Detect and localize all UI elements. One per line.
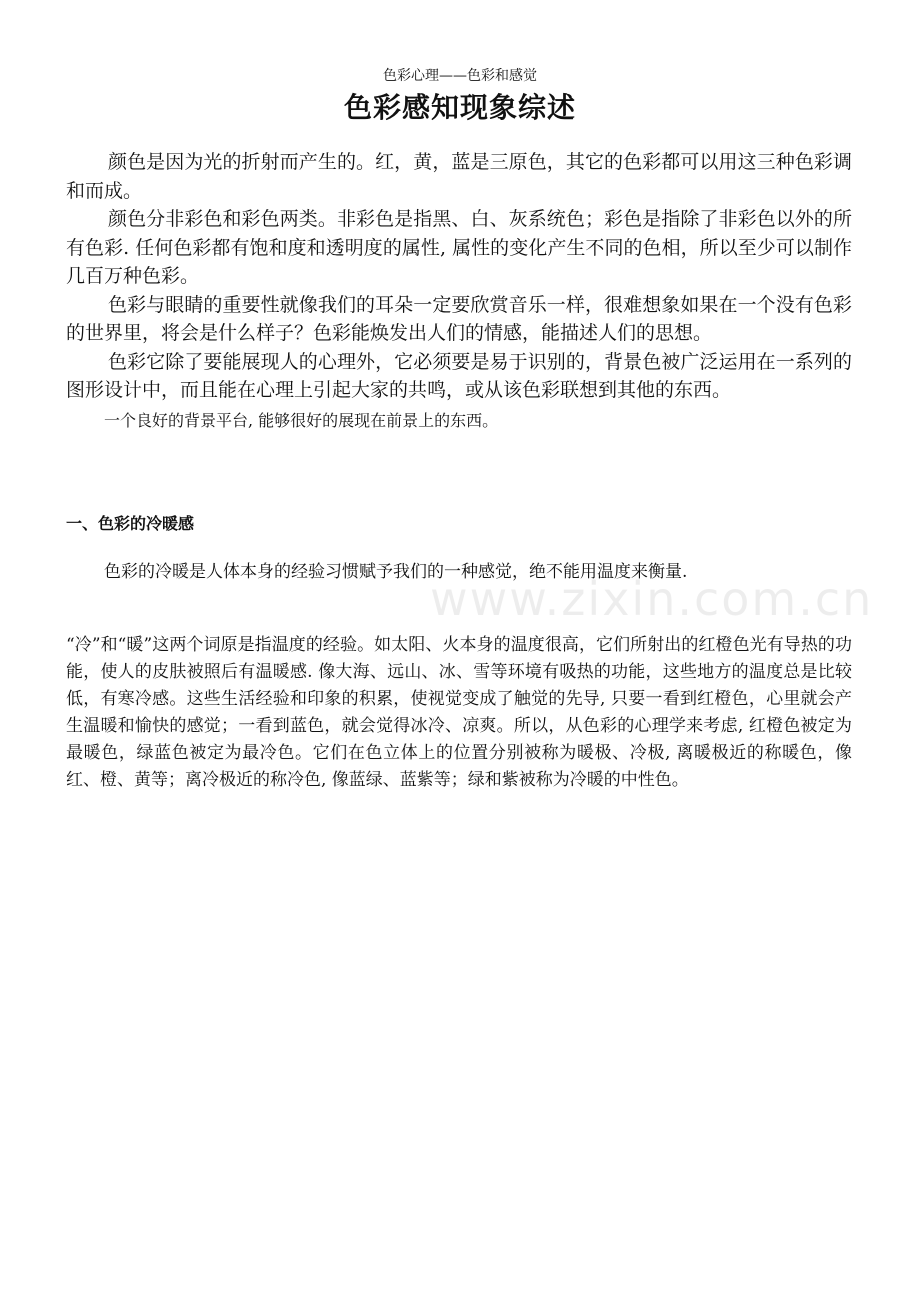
watermark-text: www.zixin.com.cn xyxy=(430,572,874,626)
section-body-paragraph: “冷”和“暖”这两个词原是指温度的经验。如太阳、火本身的温度很高，它们所射出的红橙色光有导热的功能，使人的皮肤被照后有温暖感. 像大海、远山、冰、雪等环境有吸热的功能，这些地方的温度总是比较低，有寒冷感。这些生活经验和印象的积累，使视觉变成了触觉的先导, 只要一看到红橙色，心里就会产生温暖和愉快的感觉；一看到蓝色，就会觉得冰冷、凉爽。所以，从色彩的心理学来考虑, 红橙色被定为最暖色，绿蓝色被定为最冷色。它们在色立体上的位置分别被称为暖极、冷极, 离暖极近的称暖色，像红、橙、黄等；离冷极近的称冷色, 像蓝绿、蓝紫等；绿和紫被称为冷暖的中性色。 xyxy=(66,635,852,790)
intro-note: 一个良好的背景平台, 能够很好的展现在前景上的东西。 xyxy=(104,410,499,430)
intro-paragraph: 颜色是因为光的折射而产生的。红，黄，蓝是三原色，其它的色彩都可以用这三种色彩调和而成。 xyxy=(66,151,852,202)
header-subtitle: 色彩心理——色彩和感觉 xyxy=(383,68,537,84)
section-heading: 一、色彩的冷暖感 xyxy=(66,514,195,533)
section-lead: 色彩的冷暖是人体本身的经验习惯赋予我们的一种感觉，绝不能用温度来衡量. xyxy=(104,562,688,582)
intro-paragraph: 色彩与眼睛的重要性就像我们的耳朵一定要欣赏音乐一样，很难想象如果在一个没有色彩的世界里，将会是什么样子？色彩能焕发出人们的情感，能描述人们的思想。 xyxy=(66,293,852,344)
page-title: 色彩感知现象综述 xyxy=(343,91,576,124)
intro-paragraph: 颜色分非彩色和彩色两类。非彩色是指黑、白、灰系统色；彩色是指除了非彩色以外的所有色彩. 任何色彩都有饱和度和透明度的属性, 属性的变化产生不同的色相，所以至少可以制作几百万种色彩。 xyxy=(66,208,852,287)
intro-section xyxy=(66,148,852,434)
intro-paragraph: 色彩它除了要能展现人的心理外，它必须要是易于识别的，背景色被广泛运用在一系列的图形设计中，而且能在心理上引起大家的共鸣，或从该色彩联想到其他的东西。 xyxy=(66,350,852,401)
